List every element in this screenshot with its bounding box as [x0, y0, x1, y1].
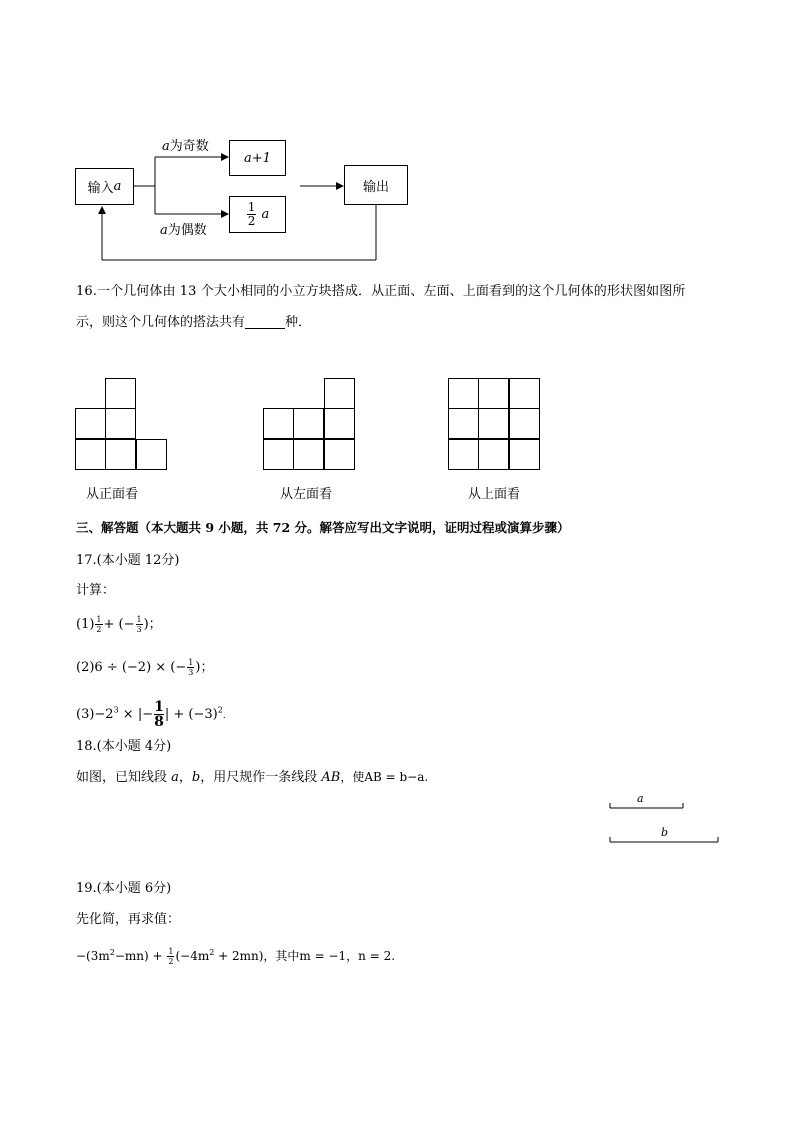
left-cell	[263, 439, 294, 470]
caption-front: 从正面看	[86, 487, 139, 502]
p3-frac-num: 1	[154, 699, 164, 715]
input-label: 输入	[87, 181, 114, 196]
q17-part2	[76, 657, 213, 679]
p3-end: | + (−3)	[164, 707, 218, 722]
q18-title: 18.(本小题 4分)	[76, 739, 172, 754]
segment-b-label: b	[661, 826, 669, 839]
even-text: 为偶数	[167, 223, 207, 238]
top-cell	[509, 439, 540, 470]
frac-den: 2	[168, 957, 174, 966]
top-cell	[448, 408, 479, 439]
front-cell	[105, 408, 136, 439]
frac-num: 1	[168, 947, 174, 956]
p3-dot: .	[222, 711, 226, 721]
q19-expr-c: (−4m	[175, 949, 210, 963]
q19-expr-b: −mn) +	[114, 949, 167, 963]
plus-one-text: a+1	[244, 150, 271, 166]
q19-expr-d: + 2mn)，其中m = −1，n = 2.	[214, 949, 396, 963]
q17-instruction: 计算：	[76, 583, 116, 598]
q16-line2	[76, 316, 311, 329]
frac-num: 1	[188, 658, 194, 667]
top-view-grid	[448, 378, 541, 471]
output-label: 输出	[362, 179, 389, 195]
left-cell	[324, 378, 355, 409]
even-var: a	[160, 223, 168, 238]
input-box	[75, 168, 134, 205]
caption-top: 从上面看	[468, 487, 521, 502]
q18-var-b: b	[191, 770, 201, 785]
q18-var-ab: AB	[321, 770, 341, 785]
half-num: 1	[247, 200, 256, 214]
half-den: 2	[247, 214, 256, 228]
top-cell	[478, 439, 509, 470]
q17-title: 17.(本小题 12分)	[76, 553, 180, 568]
q18-var-a: a	[171, 770, 179, 785]
p1-frac-b	[136, 615, 143, 634]
top-cell	[448, 439, 479, 470]
front-cell	[75, 408, 106, 439]
p3-mid: × |−	[118, 707, 154, 722]
odd-text: 为奇数	[169, 139, 209, 154]
front-cell	[105, 378, 136, 409]
p3-frac	[154, 700, 164, 729]
top-cell	[509, 378, 540, 409]
half-box	[229, 196, 286, 233]
q18-text-b: ，用尺规作一条线段	[200, 770, 322, 785]
section-heading: 三、解答题（本大题共 9 小题，共 72 分。解答应写出文字说明，证明过程或演算步骤）	[76, 520, 570, 535]
flowchart-connectors	[0, 0, 794, 270]
p1-frac-a	[95, 615, 102, 634]
p3-exp: 3	[113, 705, 119, 715]
p1-end: )；	[143, 617, 162, 632]
frac-den: 3	[136, 625, 142, 634]
even-branch-label	[160, 224, 207, 237]
half-var: a	[261, 207, 270, 222]
output-box	[344, 165, 408, 205]
top-cell	[478, 408, 509, 439]
q18-text	[76, 771, 428, 784]
top-cell	[478, 378, 509, 409]
top-cell	[448, 378, 479, 409]
q19-frac	[167, 947, 174, 966]
left-cell	[324, 439, 355, 470]
q16-line1: 16.一个几何体由 13 个大小相同的小立方块搭成．从正面、左面、上面看到的这个几何体的形状图如图所	[76, 284, 686, 299]
q17-part3	[76, 700, 226, 729]
frac-den: 2	[96, 625, 102, 634]
p3-exp2: 2	[217, 705, 223, 715]
half-fraction	[247, 201, 257, 228]
q19-exp-a: 2	[109, 948, 115, 957]
odd-branch-label	[162, 140, 209, 153]
frac-num: 1	[96, 615, 102, 624]
front-view-grid	[75, 378, 168, 471]
answer-blank[interactable]	[245, 316, 285, 329]
left-view-grid	[263, 378, 356, 471]
q19-expr-a: −(3m	[76, 949, 110, 963]
q19-title: 19.(本小题 6分)	[76, 881, 172, 896]
p2-label: (2)6 ÷ (−2) × (−	[76, 660, 187, 675]
top-cell	[509, 408, 540, 439]
q16-line2-b: 种．	[285, 315, 312, 330]
q19-expression	[76, 945, 395, 967]
q18-text-a: 如图，已知线段	[76, 770, 172, 785]
p2-frac	[187, 658, 194, 677]
odd-var: a	[162, 139, 170, 154]
q19-exp-b: 2	[209, 948, 215, 957]
q18-text-c: ，使AB = b−a.	[340, 770, 429, 784]
p2-end: )；	[195, 660, 214, 675]
plus-one-box	[229, 140, 286, 176]
left-cell	[293, 408, 324, 439]
frac-num: 1	[136, 615, 142, 624]
front-cell	[136, 439, 167, 470]
p3-label: (3)−2	[76, 707, 114, 722]
q17-part1	[76, 614, 162, 636]
q19-instruction: 先化简，再求值：	[76, 912, 181, 927]
frac-den: 3	[188, 668, 194, 677]
segment-a-label: a	[637, 792, 644, 805]
front-cell	[75, 439, 106, 470]
front-cell	[105, 439, 136, 470]
p1-plus: + (−	[103, 617, 135, 632]
p3-frac-den: 8	[154, 714, 164, 730]
p1-label: (1)	[76, 617, 95, 632]
caption-left: 从左面看	[280, 487, 333, 502]
left-cell	[263, 408, 294, 439]
left-cell	[324, 408, 355, 439]
segments-figure	[600, 790, 730, 850]
left-cell	[293, 439, 324, 470]
input-var: a	[113, 179, 122, 194]
q16-line2-a: 示，则这个几何体的搭法共有	[76, 315, 246, 330]
q18-comma: ，	[178, 770, 192, 785]
